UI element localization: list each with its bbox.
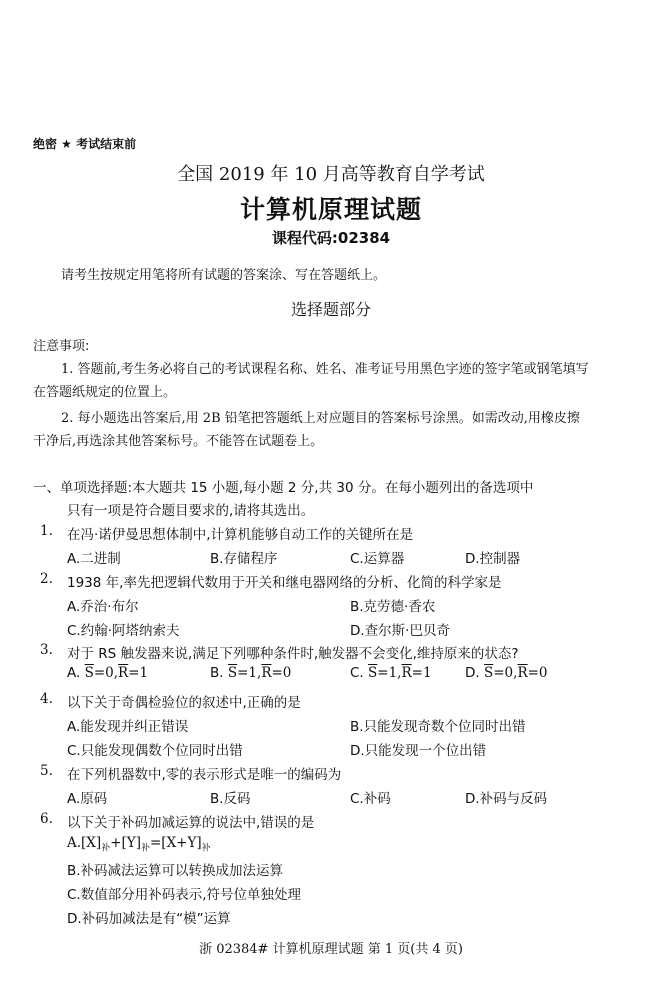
question-number: 4. bbox=[40, 691, 53, 707]
option-b: B.克劳德·香农 bbox=[350, 599, 436, 615]
notes-heading: 注意事项: bbox=[33, 339, 90, 354]
complement-subscript: 补 bbox=[140, 843, 150, 854]
option-a: A.乔治·布尔 bbox=[67, 599, 139, 615]
option-value-part: =1 bbox=[411, 665, 432, 681]
option-c: C.补码 bbox=[350, 791, 391, 807]
option-d: D.补码加减法是有“模”运算 bbox=[67, 911, 231, 927]
option-c: C.只能发现偶数个位同时出错 bbox=[67, 743, 243, 759]
option-d: D.查尔斯·巴贝奇 bbox=[350, 623, 450, 639]
question-text: 在冯·诺伊曼思想体制中,计算机能够自动工作的关键所在是 bbox=[67, 527, 414, 543]
confidential-label: 绝密 ★ 考试结束前 bbox=[33, 137, 137, 151]
question-text: 以下关于补码加减运算的说法中,错误的是 bbox=[67, 815, 315, 831]
option-label: A. bbox=[67, 665, 81, 681]
part-heading: 一、单项选择题:本大题共 15 小题,每小题 2 分,共 30 分。在每小题列出的备选项中 bbox=[33, 480, 534, 496]
option-a bbox=[67, 665, 148, 681]
option-a: A.原码 bbox=[67, 791, 108, 807]
option-d: D.控制器 bbox=[465, 551, 521, 567]
r-bar-symbol: $\overline{R}$ bbox=[261, 665, 272, 681]
part-heading-continued: 只有一项是符合题目要求的,请将其选出。 bbox=[67, 503, 315, 519]
course-code: 课程代码:02384 bbox=[271, 229, 391, 247]
option-a-part: =[X+Y] bbox=[149, 835, 202, 851]
option-value-part: =0, bbox=[93, 665, 119, 681]
option-value-part: =1, bbox=[237, 665, 262, 681]
option-label: D. bbox=[465, 665, 480, 681]
exam-title: 全国 2019 年 10 月高等教育自学考试 bbox=[177, 164, 485, 185]
s-bar-symbol: $\overline{S}$ bbox=[483, 665, 494, 681]
question-text: 在下列机器数中,零的表示形式是唯一的编码为 bbox=[67, 767, 342, 783]
question-number: 1. bbox=[40, 523, 53, 539]
s-bar-symbol: $\overline{S}$ bbox=[84, 665, 94, 681]
option-b: B.只能发现奇数个位同时出错 bbox=[350, 719, 526, 735]
option-value-part: =1, bbox=[377, 665, 402, 681]
option-a: A.二进制 bbox=[67, 551, 121, 567]
option-c: C.约翰·阿塔纳索夫 bbox=[67, 623, 180, 639]
option-a-part: +[Y] bbox=[110, 835, 141, 851]
option-value-part: =0, bbox=[493, 665, 518, 681]
r-bar-symbol: $\overline{R}$ bbox=[118, 665, 129, 681]
note-line: 在答题纸规定的位置上。 bbox=[33, 385, 177, 400]
option-value-part: =0 bbox=[271, 665, 292, 681]
question-text: 1938 年,率先把逻辑代数用于开关和继电器网络的分析、化简的科学家是 bbox=[67, 575, 502, 591]
option-c bbox=[350, 665, 432, 681]
s-bar-symbol: $\overline{S}$ bbox=[227, 665, 238, 681]
question-number: 6. bbox=[40, 811, 53, 827]
question-number: 5. bbox=[40, 763, 53, 779]
section-title: 选择题部分 bbox=[290, 300, 371, 319]
option-d bbox=[465, 665, 548, 681]
question-text: 对于 RS 触发器来说,满足下列哪种条件时,触发器不会变化,维持原来的状态? bbox=[67, 646, 519, 662]
r-bar-symbol: $\overline{R}$ bbox=[517, 665, 528, 681]
question-text: 以下关于奇偶检验位的叙述中,正确的是 bbox=[67, 695, 301, 711]
option-b: B.补码减法运算可以转换成加法运算 bbox=[67, 863, 284, 879]
option-value-part: =1 bbox=[128, 665, 149, 681]
note-line: 干净后,再选涂其他答案标号。不能答在试题卷上。 bbox=[33, 434, 324, 449]
s-bar-symbol: $\overline{S}$ bbox=[368, 665, 378, 681]
complement-subscript: 补 bbox=[201, 843, 211, 854]
option-label: C. bbox=[350, 665, 364, 681]
option-b: B.存储程序 bbox=[210, 551, 278, 567]
option-d: D.只能发现一个位出错 bbox=[350, 743, 487, 759]
note-line: 1. 答题前,考生务必将自己的考试课程名称、姓名、准考证号用黑色字迹的签字笔或钢笔填写 bbox=[61, 362, 589, 377]
option-b: B.反码 bbox=[210, 791, 251, 807]
option-c: C.运算器 bbox=[350, 551, 405, 567]
option-d: D.补码与反码 bbox=[465, 791, 548, 807]
option-a bbox=[67, 835, 211, 854]
paper-title: 计算机原理试题 bbox=[239, 195, 422, 224]
option-label: B. bbox=[210, 665, 224, 681]
complement-subscript: 补 bbox=[101, 843, 111, 854]
option-a-part: A.[X] bbox=[67, 835, 102, 851]
option-c: C.数值部分用补码表示,符号位单独处理 bbox=[67, 887, 302, 903]
option-b bbox=[210, 665, 291, 681]
answer-instruction: 请考生按规定用笔将所有试题的答案涂、写在答题纸上。 bbox=[61, 268, 387, 283]
page-footer: 浙 02384# 计算机原理试题 第 1 页(共 4 页) bbox=[199, 942, 463, 957]
option-a: A.能发现并纠正错误 bbox=[67, 719, 189, 735]
note-line: 2. 每小题选出答案后,用 2B 铅笔把答题纸上对应题目的答案标号涂黑。如需改动,用橡皮擦 bbox=[61, 411, 580, 426]
question-number: 2. bbox=[40, 571, 53, 587]
r-bar-symbol: $\overline{R}$ bbox=[401, 665, 412, 681]
question-number: 3. bbox=[40, 642, 53, 658]
option-value-part: =0 bbox=[527, 665, 548, 681]
